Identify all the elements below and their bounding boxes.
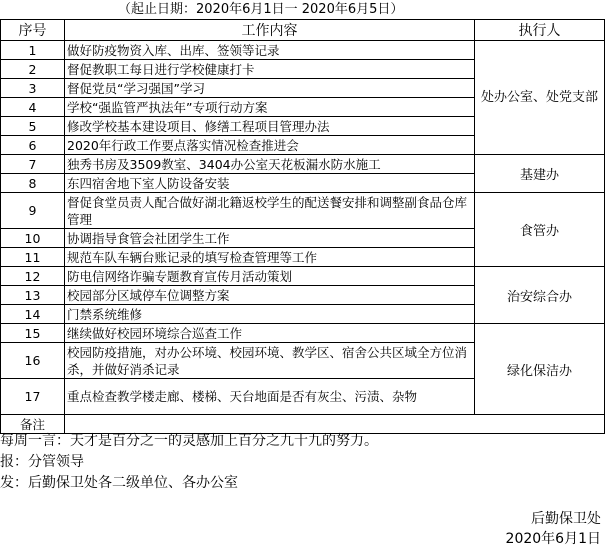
- row-task: 继续做好校园环境综合巡查工作: [65, 324, 475, 343]
- row-task: 重点检查教学楼走廊、楼梯、天台地面是否有灰尘、污渍、杂物: [65, 379, 475, 415]
- row-number: 4: [1, 98, 65, 117]
- row-number: 6: [1, 136, 65, 155]
- row-task: 协调指导食管会社团学生工作: [65, 229, 475, 248]
- table-row: [1, 193, 605, 229]
- report-to: 报：分管领导: [0, 454, 84, 470]
- remark-label: 备注: [1, 415, 65, 434]
- row-task: 规范车队车辆台账记录的填写检查管理等工作: [65, 248, 475, 267]
- signature-date: 2020年6月1日: [505, 531, 601, 547]
- row-task: 学校“强监管严执法年”专项行动方案: [65, 98, 475, 117]
- row-number: 14: [1, 305, 65, 324]
- row-task: 督促食堂员责人配合做好湖北籍返校学生的配送餐安排和调整副食品仓库管理: [65, 193, 475, 229]
- row-task: 校园防疫措施，对办公环境、校园环境、教学区、宿舍公共区域全方位消杀，并做好消杀记录: [65, 343, 475, 379]
- row-number: 13: [1, 286, 65, 305]
- row-task: 东四宿舍地下室人防设备安装: [65, 174, 475, 193]
- row-number: 7: [1, 155, 65, 174]
- header-task: 工作内容: [65, 20, 475, 41]
- executor-canteen: 食管办: [475, 193, 605, 267]
- row-task: 校园部分区域停车位调整方案: [65, 286, 475, 305]
- row-number: 11: [1, 248, 65, 267]
- executor-office: 处办公室、处党支部: [475, 41, 605, 155]
- row-number: 1: [1, 41, 65, 60]
- row-number: 5: [1, 117, 65, 136]
- row-task: 修改学校基本建设项目、修缮工程项目管理办法: [65, 117, 475, 136]
- header-executor: 执行人: [475, 20, 605, 41]
- row-number: 3: [1, 79, 65, 98]
- schedule-title: （起止日期：2020年6月1日一 2020年6月5日）: [118, 2, 404, 17]
- row-task: 防电信网络诈骗专题教育宣传月活动策划: [65, 267, 475, 286]
- table-row: [1, 155, 605, 174]
- row-number: 10: [1, 229, 65, 248]
- row-task: 督促教职工每日进行学校健康打卡: [65, 60, 475, 79]
- row-number: 8: [1, 174, 65, 193]
- table-header-row: [1, 20, 605, 41]
- row-task: 督促党员“学习强国”学习: [65, 79, 475, 98]
- table-row: [1, 324, 605, 343]
- row-number: 15: [1, 324, 65, 343]
- row-task: 做好防疫物资入库、出库、签领等记录: [65, 41, 475, 60]
- executor-security: 治安综合办: [475, 267, 605, 324]
- weekly-quote: 每周一言：天才是百分之一的灵感加上百分之九十九的努力。: [0, 433, 378, 449]
- row-task: 2020年行政工作要点落实情况检查推进会: [65, 136, 475, 155]
- row-number: 9: [1, 193, 65, 229]
- row-task: 门禁系统维修: [65, 305, 475, 324]
- row-number: 16: [1, 343, 65, 379]
- signature-org: 后勤保卫处: [531, 511, 601, 527]
- row-number: 12: [1, 267, 65, 286]
- executor-construction: 基建办: [475, 155, 605, 193]
- row-task: 独秀书房及3509教室、3404办公室天花板漏水防水施工: [65, 155, 475, 174]
- row-number: 17: [1, 379, 65, 415]
- header-number: 序号: [1, 20, 65, 41]
- send-to: 发：后勤保卫处各二级单位、各办公室: [0, 475, 238, 491]
- table-row: [1, 41, 605, 60]
- row-number: 2: [1, 60, 65, 79]
- table-row: [1, 267, 605, 286]
- executor-greening: 绿化保洁办: [475, 324, 605, 415]
- work-schedule-table: [0, 19, 605, 434]
